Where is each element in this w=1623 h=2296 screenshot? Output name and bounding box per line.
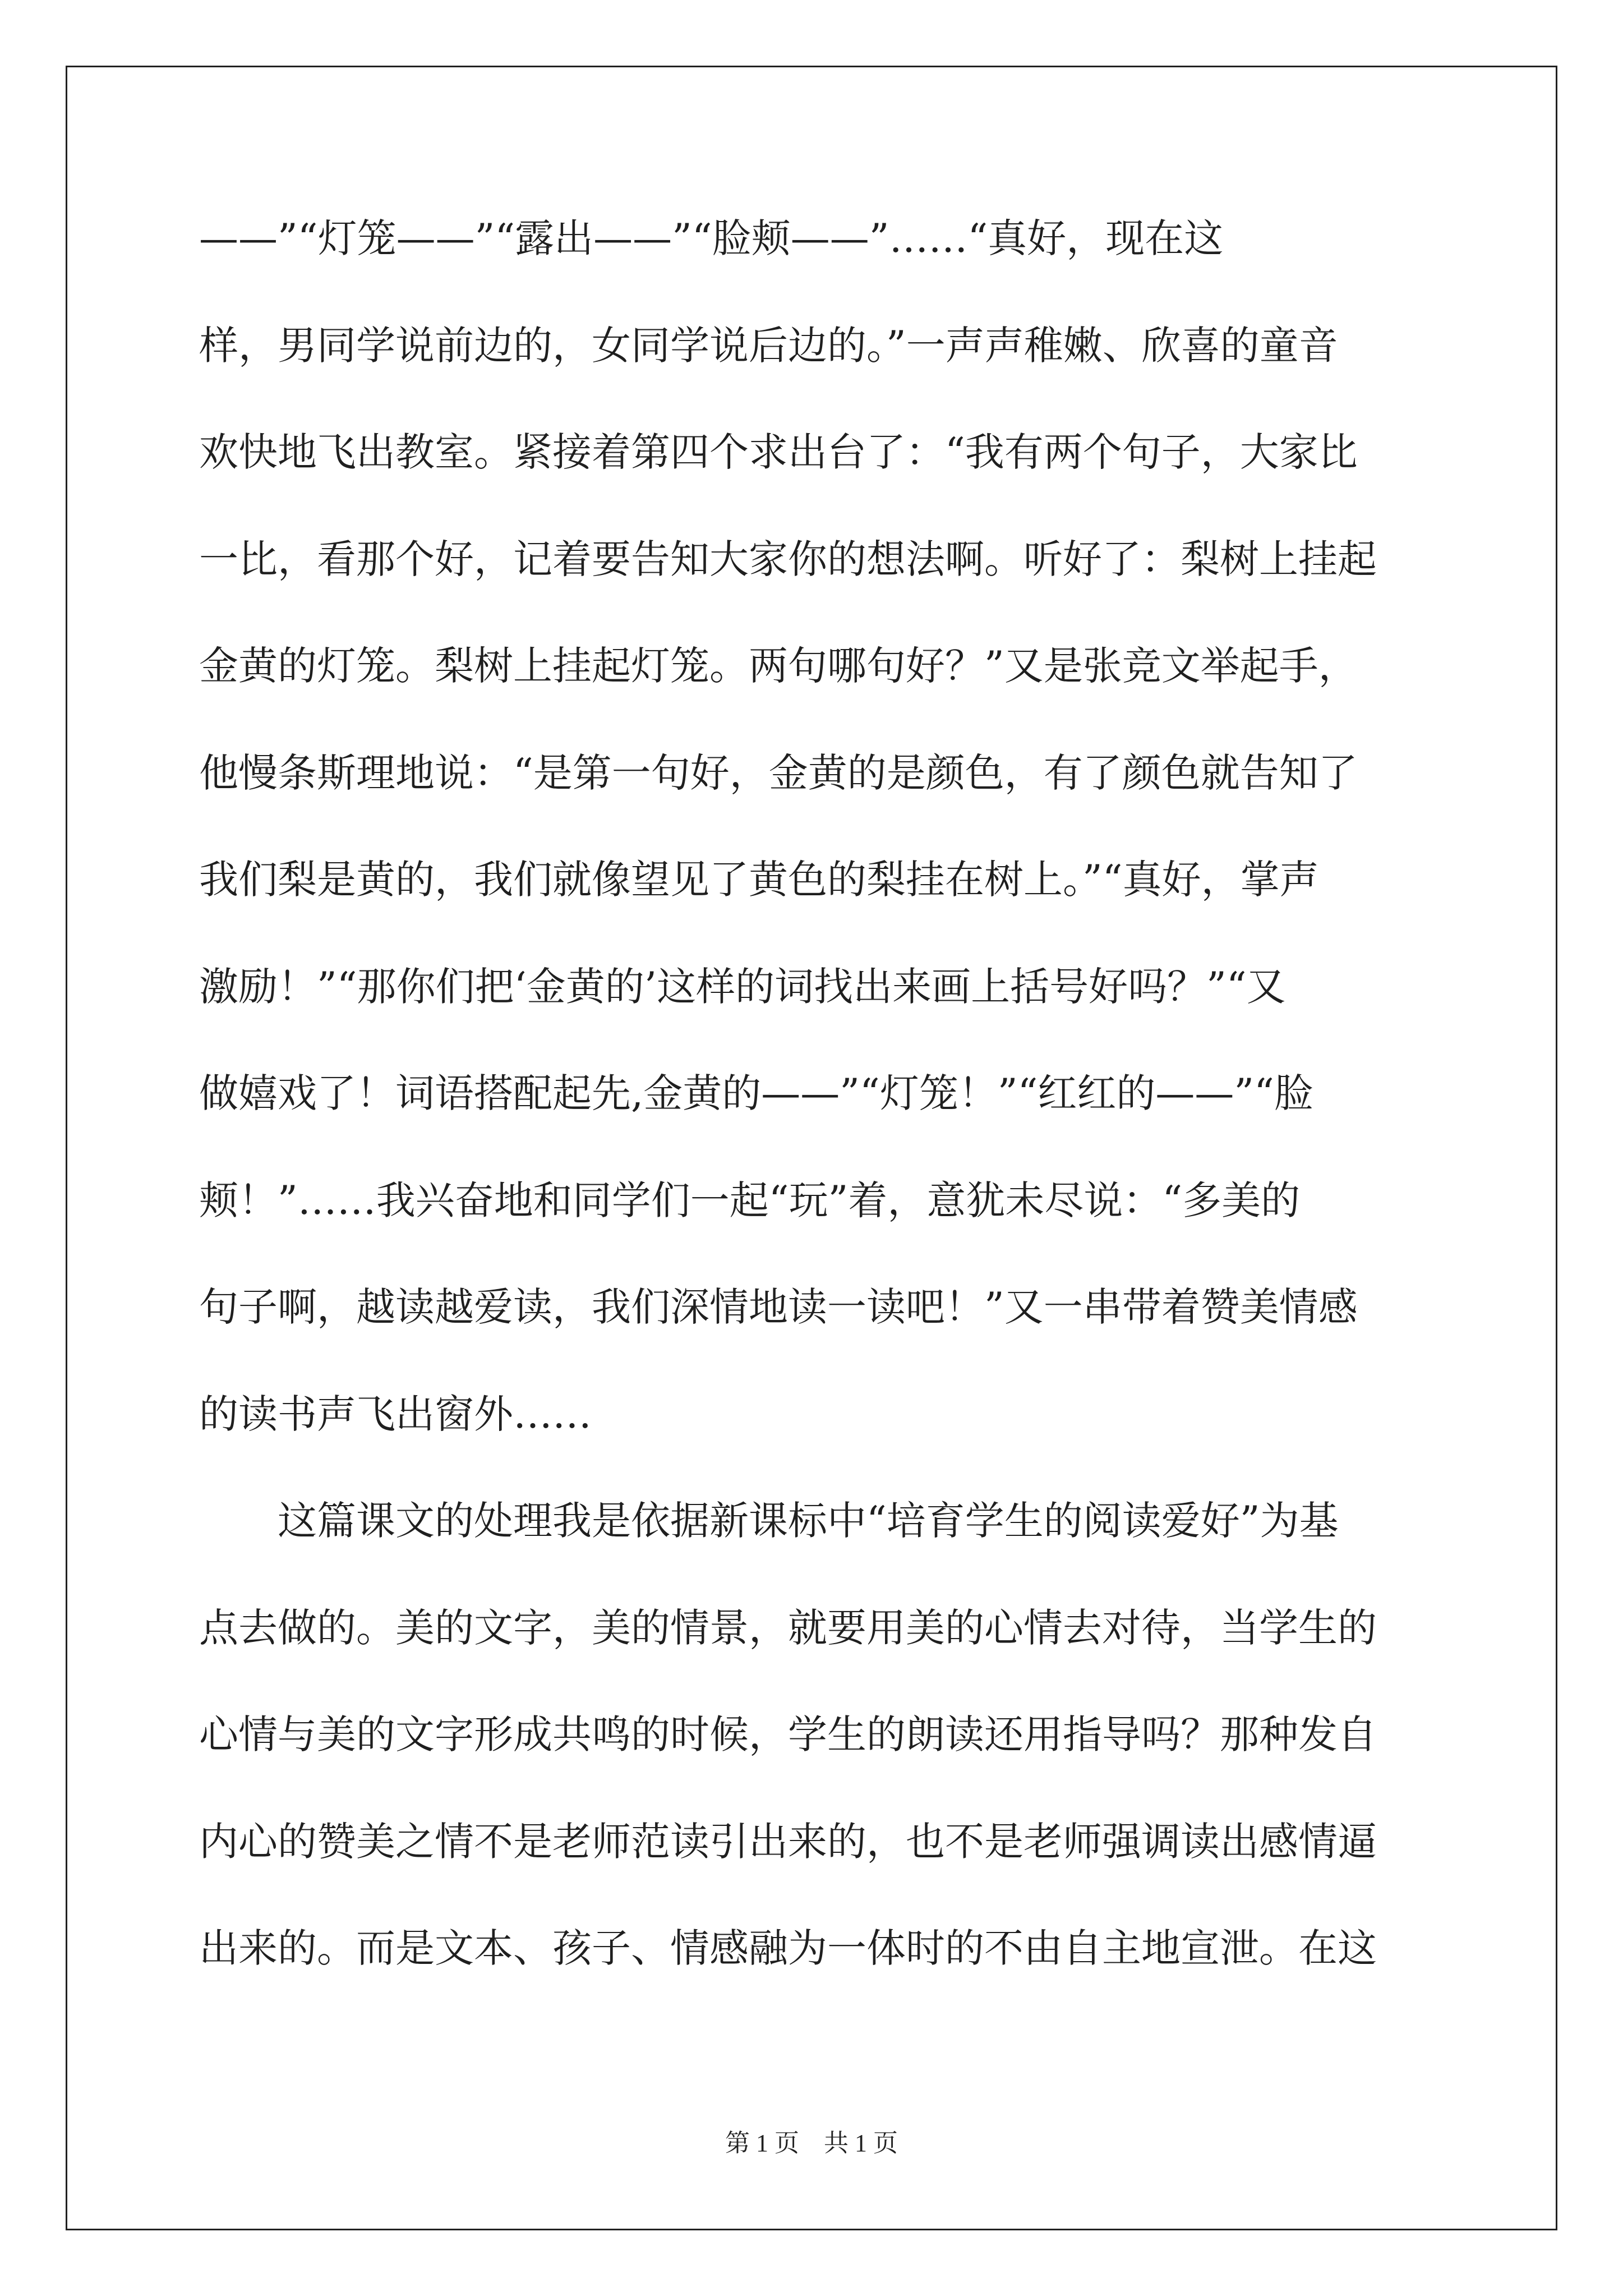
text-line: ——”“灯笼——”“露出——”“脸颊——”……“真好，现在这 xyxy=(199,215,1224,261)
text-line: 样，男同学说前边的，女同学说后边的。”一声声稚嫩、欣喜的童音 xyxy=(199,322,1338,369)
text-line: 金黄的灯笼。梨树上挂起灯笼。两句哪句好？”又是张竞文举起手， xyxy=(199,643,1358,689)
text-line: 他慢条斯理地说：“是第一句好，金黄的是颜色，有了颜色就告知了 xyxy=(199,749,1358,796)
paragraph-start-line: 这篇课文的处理我是依据新课标中“培育学生的阅读爱好”为基 xyxy=(278,1498,1339,1544)
text-line: 我们梨是黄的，我们就像望见了黄色的梨挂在树上。”“真好，掌声 xyxy=(199,857,1319,903)
text-line: 一比，看那个好，记着要告知大家你的想法啊。听好了：梨树上挂起 xyxy=(199,536,1377,582)
text-line: 颊！”……我兴奋地和同学们一起“玩”着，意犹未尽说：“多美的 xyxy=(199,1177,1301,1223)
page-footer: 第 1 页 共 1 页 xyxy=(725,2129,898,2157)
text-line: 激励！”“那你们把‘金黄的’这样的词找出来画上括号好吗？”“又 xyxy=(199,963,1286,1010)
text-line: 做嬉戏了！词语搭配起先,金黄的——”“灯笼！”“红红的——”“脸 xyxy=(199,1070,1313,1116)
document-body xyxy=(199,216,1433,2033)
text-line: 点去做的。美的文字，美的情景，就要用美的心情去对待，当学生的 xyxy=(199,1604,1377,1651)
text-line: 的读书声飞出窗外…… xyxy=(199,1391,592,1437)
text-line: 内心的赞美之情不是老师范读引出来的，也不是老师强调读出感情逼 xyxy=(199,1818,1377,1865)
text-line: 欢快地飞出教室。紧接着第四个求出台了：“我有两个句子，大家比 xyxy=(199,429,1358,475)
text-line: 句子啊，越读越爱读，我们深情地读一读吧！”又一串带着赞美情感 xyxy=(199,1284,1358,1330)
text-line: 出来的。而是文本、孩子、情感融为一体时的不由自主地宣泄。在这 xyxy=(199,1925,1377,1971)
text-line: 心情与美的文字形成共鸣的时候，学生的朗读还用指导吗？那种发自 xyxy=(199,1711,1377,1757)
